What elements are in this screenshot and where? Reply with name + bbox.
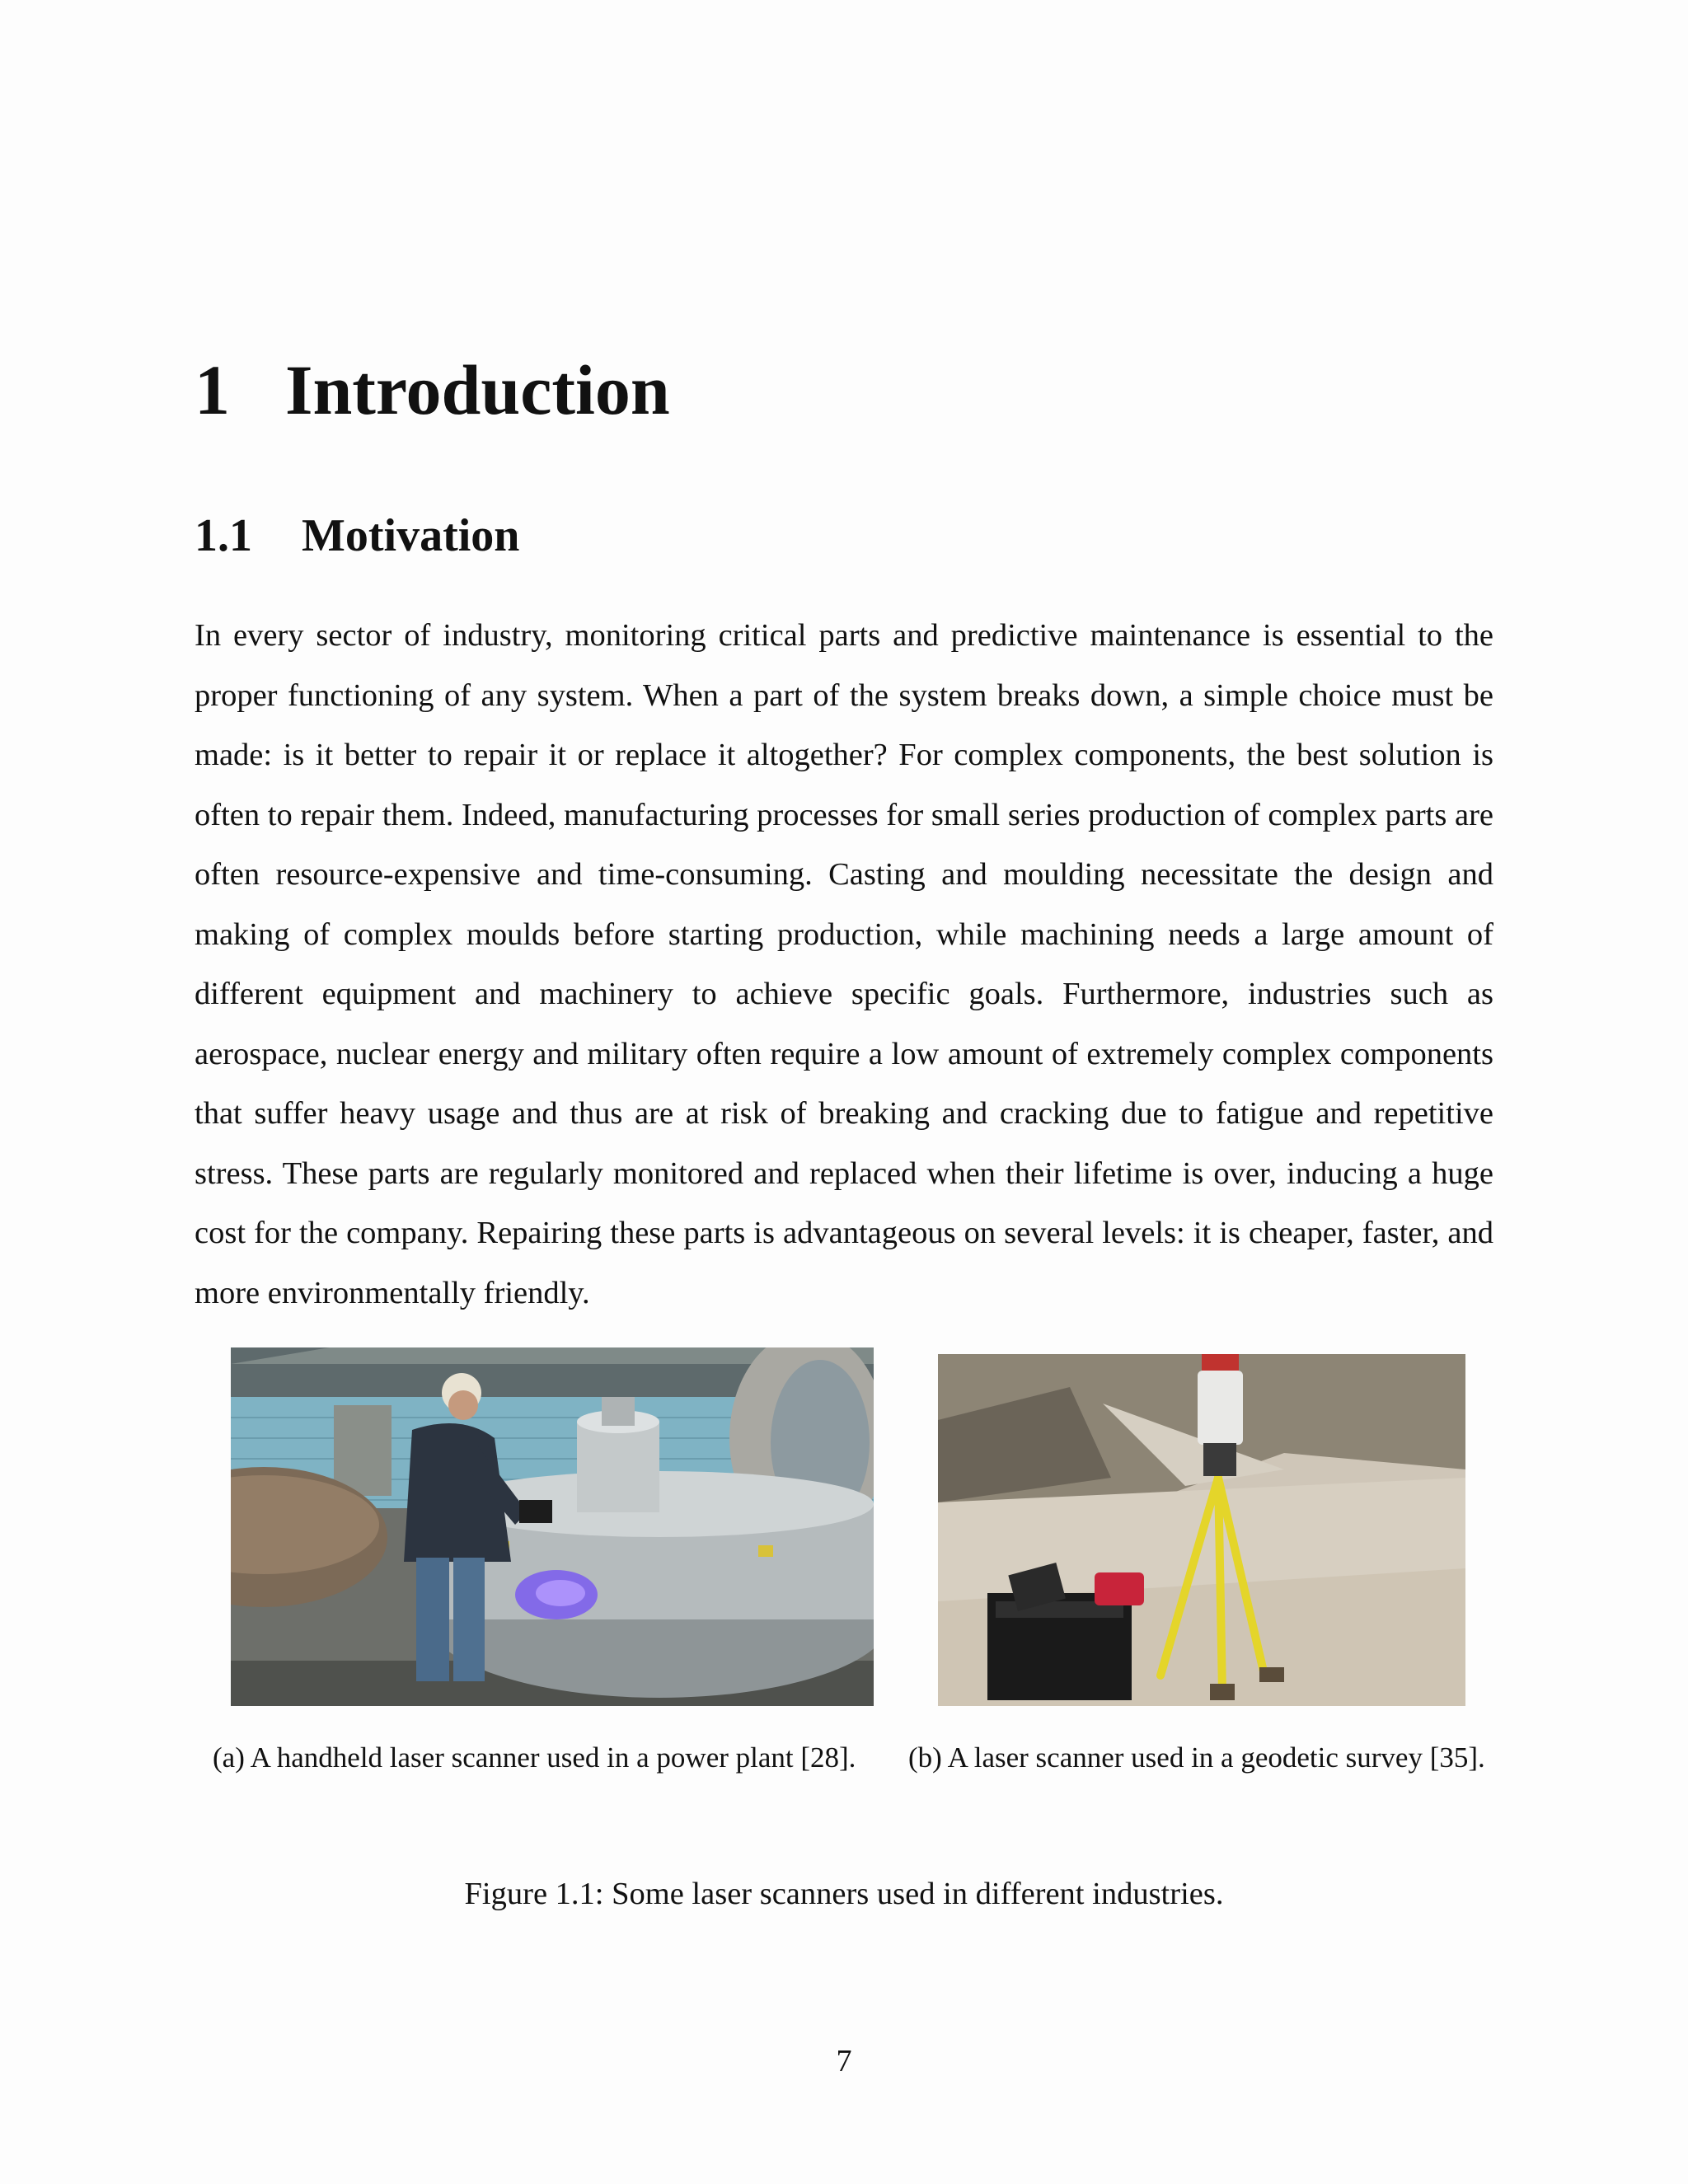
figure-image-geodetic-scanner bbox=[938, 1354, 1465, 1706]
section-title-text: Motivation bbox=[302, 510, 520, 561]
subcaption-a: (a) A handheld laser scanner used in a power plant [28]. bbox=[213, 1741, 856, 1774]
chapter-title-text: Introduction bbox=[285, 350, 670, 429]
page-number: 7 bbox=[836, 2044, 852, 2079]
section-number: 1.1 bbox=[195, 510, 252, 561]
chapter-heading bbox=[195, 344, 670, 435]
motivation-paragraph: In every sector of industry, monitoring critical parts and predictive maintenance is essential to the proper functioning of any system. When a part of the system breaks down, a simple choice must be made: is it better to repair it or replace it altogether? For complex components, the best solution is often to repair them. Indeed, manufacturing processes for small series production of complex parts are often resource-expensive and time-consuming. Casting and moulding necessitate the design and making of complex moulds before starting production, while machining needs a large amount of different equipment and machinery to achieve specific goals. Furthermore, industries such as aerospace, nuclear energy and military often require a low amount of extremely complex components that suffer heavy usage and thus are at risk of breaking and cracking due to fatigue and repetitive stress. These parts are regularly monitored and replaced when their lifetime is over, inducing a huge cost for the company. Repairing these parts is advantageous on several levels: it is cheaper, faster, and more environmentally friendly. bbox=[195, 618, 1493, 1310]
subcaption-b: (b) A laser scanner used in a geodetic survey [35]. bbox=[908, 1741, 1485, 1774]
figure-image-handheld-scanner bbox=[231, 1347, 874, 1706]
section-heading bbox=[195, 506, 519, 565]
chapter-number: 1 bbox=[195, 350, 230, 429]
figure-caption: Figure 1.1: Some laser scanners used in different industries. bbox=[464, 1877, 1224, 1911]
